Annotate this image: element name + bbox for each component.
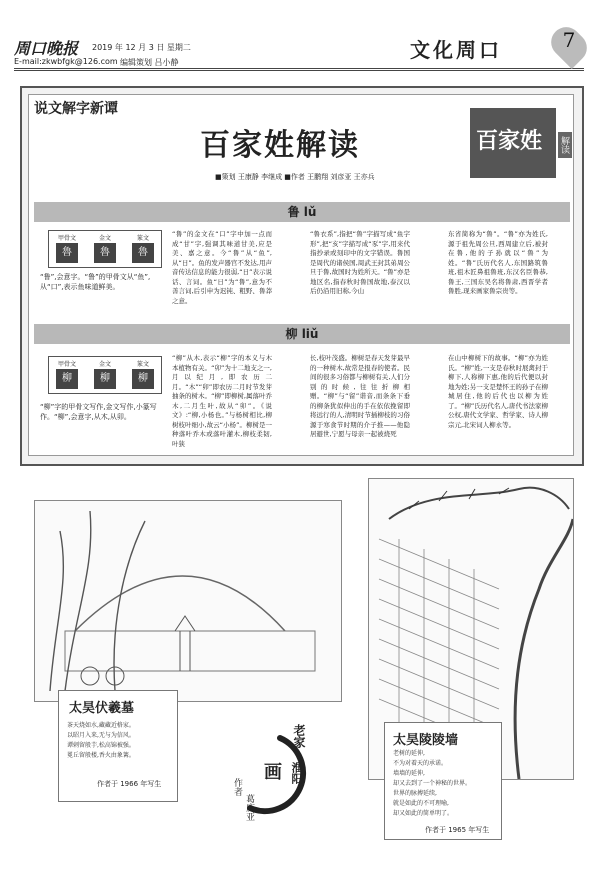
liu-column-1: “柳”从木,表示“柳”字的本义与木本植物有关。“卯”为十二地支之一,月以纪月,即农历二月。“木”“卯”即农历二月时节发芽抽条的树木。“柳”即柳树,属落叶乔木,二月生叶,故从“卯”。《说文》:“柳,小杨也。”与杨树相比,柳树枝叶细小,故云“小杨”。柳树是一种落叶乔木或落叶灌木,柳枝柔韧,叶狭 <box>172 354 272 448</box>
lu-column-3: 东省简称为“鲁”。“鲁”亦为姓氏,源于祖先周公旦,西周建立后,被封在鲁,他的子孙就以“鲁”为姓。“鲁”氏历代名人,东国路筑鲁班,祖木匠鼻祖鲁班,东汉名臣鲁恭,鲁王,三国东吴名将鲁肃,西晋学者鲁胜,现来画家鲁宗贵等。 <box>448 230 548 295</box>
tomb-caption-card <box>58 690 178 802</box>
wall-title: 太昊陵陵墙 <box>393 733 459 748</box>
page-number: 7 <box>562 28 576 52</box>
poem-line: 老树的延伸, <box>393 750 425 757</box>
lu-heading: 鲁 lǔ <box>34 202 570 222</box>
lu-column-2: “鲁衣系”,指把“鲁”字描写成“鱼字形”,把“亥”字描写成“豕”字,用来代指抄录或刻印中的文字错误。鲁国是周代的诸侯国,周武王封其弟周公旦于鲁,故国时为姓所天。“鲁”亦是地区名,指春秋时鲁国故地,泰汉以后仍沿用旧称,今山 <box>310 230 410 295</box>
script-label: 金文 <box>98 235 111 242</box>
script-label: 篆文 <box>136 361 149 368</box>
poem-line: 谭刺留般芋,松高锦被强。 <box>67 742 135 749</box>
seal-logo-text: 百家姓 <box>476 128 543 154</box>
masthead-rule <box>14 68 584 71</box>
glyph-oracle: 魯 <box>56 243 78 263</box>
glyph-bronze: 魯 <box>94 243 116 263</box>
lu-caption: “鲁”,会意字。“鲁”的甲骨文从“鱼”,从“口”,表示鱼味道鲜美。 <box>40 273 151 291</box>
poem-line: 世界的脉搏延续, <box>393 790 437 797</box>
tomb-poem <box>67 721 135 761</box>
glyph-bronze: 柳 <box>94 369 116 389</box>
poem-line: 茶天烧如水,藏藏近格家。 <box>67 722 135 729</box>
script-label: 篆文 <box>136 235 149 242</box>
liu-caption: “柳”字的甲骨文写作,金文写作,小篆写作。“柳”,会意字,从木,从卯。 <box>40 403 157 421</box>
feature-title: 百家姓解读 <box>200 128 360 163</box>
painter-emblem <box>230 718 330 838</box>
contact-email[interactable]: E-mail:zkwbfgk@126.com <box>14 57 118 66</box>
section-title: 文化周口 <box>410 38 502 62</box>
issue-date: 2019 年 12 月 3 日 星期二 <box>92 43 191 52</box>
liu-heading: 柳 liǔ <box>34 324 570 344</box>
script-label: 甲骨文 <box>57 361 76 368</box>
author-name: 葛庆亚 <box>244 794 254 821</box>
poem-line: 却又去到了一个神秘的世界。 <box>393 780 472 787</box>
wall-poem <box>393 749 471 819</box>
glyph-seal: 魯 <box>132 243 154 263</box>
painting-glyph: 画 <box>264 762 282 783</box>
poem-line: 以昭月入来,无与为信风。 <box>67 732 135 739</box>
seal-logo-subtitle: 解读 <box>558 132 572 158</box>
liu-column-2: 长,枝叶茂盛。柳树是春天发芽最早的一种树木,故常是报春的使者。民间的很多习俗都与柳树有关,人们分别的时候,往往折柳相赠。“柳”与“留”谐音,而条条下垂的柳条犹似伸出的手在依依挽留即将远行的人,清明时节插柳枝的习俗源于寒食节时期的介子推——他隐居避世,宁愿与母亲一起被烧死 <box>310 354 410 438</box>
column-kicker: 说文解字新谭 <box>34 101 118 117</box>
script-label: 金文 <box>98 361 111 368</box>
lu-column-1: “鲁”的金文在“口”字中加一点而成“甘”字,强调其味道甘美,应是美、嘉之意。今“鲁”从“鱼”,从“日”。鱼的发声器官不发达,用声音传达信息的能力很弱,“日”表示说话、言词。鱼“日”为“鲁”,意为不善言词,后引申为迟钝、粗野、鲁莽之意。 <box>172 230 272 305</box>
liu-script-table <box>48 356 162 394</box>
poem-line: 墙墙的延伸, <box>393 770 425 777</box>
wall-caption-card <box>384 722 502 840</box>
poem-line: 冕丘留般楼,香火由象篝。 <box>67 752 135 759</box>
script-label: 甲骨文 <box>57 235 76 242</box>
newspaper-logo: 周口晚报 <box>14 39 79 58</box>
glyph-oracle: 柳 <box>56 369 78 389</box>
feature-credits: ■策划 王康静 李继成 ■作者 王鹏翔 刘彦亚 王亦兵 <box>215 173 375 181</box>
lu-script-table <box>48 230 162 268</box>
liu-column-3: 在山中柳树下的故事。“柳”亦为姓氏。“柳”姓,一支是春秋时展禽封于柳下,人称柳下惠,他的后代便以封地为姓;另一支是楚怀王的孙子在柳城居住,他的后代也以柳为姓了。“柳”氏历代名人,唐代书法家柳公权,唐代文学家、哲学家、诗人柳宗元,北宋词人柳永等。 <box>448 354 548 429</box>
series-label: 老家 <box>292 724 306 748</box>
poem-line: 不为对着天的承诺。 <box>393 760 448 767</box>
poem-line: 就是如此的不可理喻, <box>393 800 449 807</box>
editor-credit: 编辑策划 吕小静 <box>120 58 179 67</box>
wall-signature: 作者于 1965 年写生 <box>425 826 490 834</box>
tomb-title: 太昊伏羲墓 <box>69 701 135 716</box>
poem-line: 却又如此的简单明了。 <box>393 810 454 817</box>
author-label: 作者 <box>232 778 242 796</box>
glyph-seal: 柳 <box>132 369 154 389</box>
tomb-signature: 作者于 1966 年写生 <box>97 780 162 788</box>
place-label: 淮阳 <box>290 762 303 784</box>
tomb-sketch <box>34 500 342 702</box>
